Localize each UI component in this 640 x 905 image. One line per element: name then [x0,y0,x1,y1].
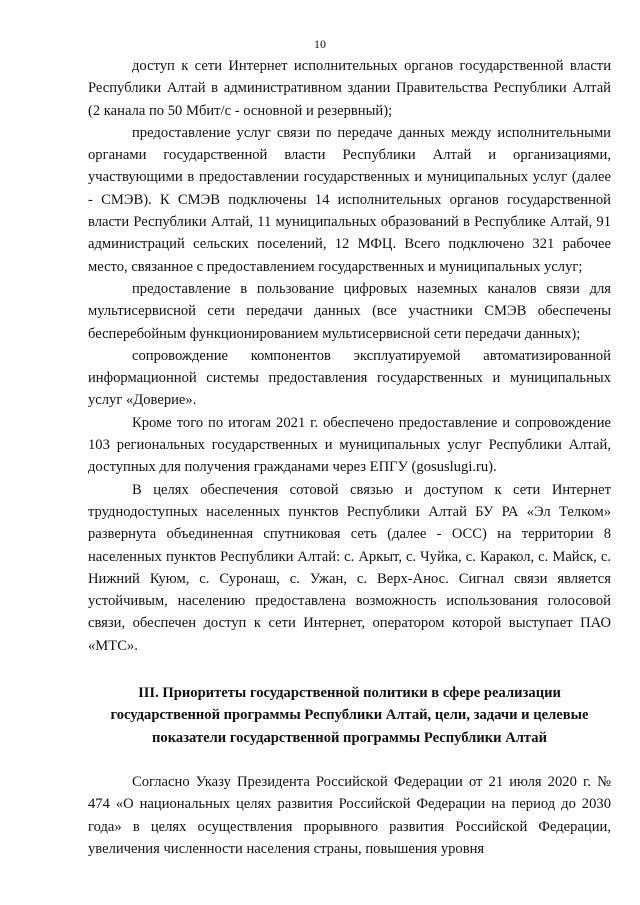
section-heading: III. Приоритеты государственной политики в сфере реализации государственной программы Республики Алтай, цели, задачи и целевые показатели государственной программы Республики Алтай [110,685,589,746]
paragraph-smev-services: предоставление услуг связи по передаче данных между исполнительными органами государственной власти Республики Алтай и организациями, участвующими в предоставлении государственных и муниципальных услуг (далее - СМЭВ). К СМЭВ подключены 14 исполнительных органов государственной власти Республики Алтай, 11 муниципальных образований в Республике Алтай, 91 администраций сельских поселений, 12 МФЦ. Всего подключено 321 рабочее место, связанное с предоставлением государственных и муниципальных услуг; [88,124,611,275]
paragraph-regional-services: Кроме того по итогам 2021 г. обеспечено предоставление и сопровождение 103 региональных государственных и муниципальных услуг Республики Алтай, доступных для получения гражданами через ЕПГУ (gosuslugi.ru). [88,414,611,476]
paragraph-digital-channels: предоставление в пользование цифровых наземных каналов связи для мультисервисной сети передачи данных (все участники СМЭВ обеспечены бесперебойным функционированием мультисервисной сети передачи данных); [88,280,611,342]
document-body [88,55,611,860]
page-number: 10 [314,37,326,51]
paragraph-satellite-network: В целях обеспечения сотовой связью и доступом к сети Интернет труднодоступных населенных пунктов Республики Алтай БУ РА «Эл Телком» развернута объединенная спутниковая сеть (далее - ОСС) на территории 8 населенных пунктов Республики Алтай: с. Аркыт, с. Чуйка, с. Каракол, с. Майск, с. Нижний Куюм, с. Суронаш, с. Ужан, с. Верх-Анос. Сигнал связи является устойчивым, населению предоставлена возможность использования голосовой связи, обеспечен доступ к сети Интернет, оператором которой выступает ПАО «МТС». [88,481,611,654]
paragraph-internet-access: доступ к сети Интернет исполнительных органов государственной власти Республики Алтай в административном здании Правительства Республики Алтай (2 канала по 50 Мбит/с - основной и резервный); [88,58,611,119]
paragraph-presidential-decree: Согласно Указу Президента Российской Федерации от 21 июля 2020 г. № 474 «О национальных целях развития Российской Федерации на период до 2030 года» в целях осуществления прорывного развития Российской Федерации, увеличения численности населения страны, повышения уровня [88,773,611,857]
paragraph-doverie-support: сопровождение компонентов эксплуатируемой автоматизированной информационной системы предоставления государственных и муниципальных услуг «Доверие». [88,347,611,409]
